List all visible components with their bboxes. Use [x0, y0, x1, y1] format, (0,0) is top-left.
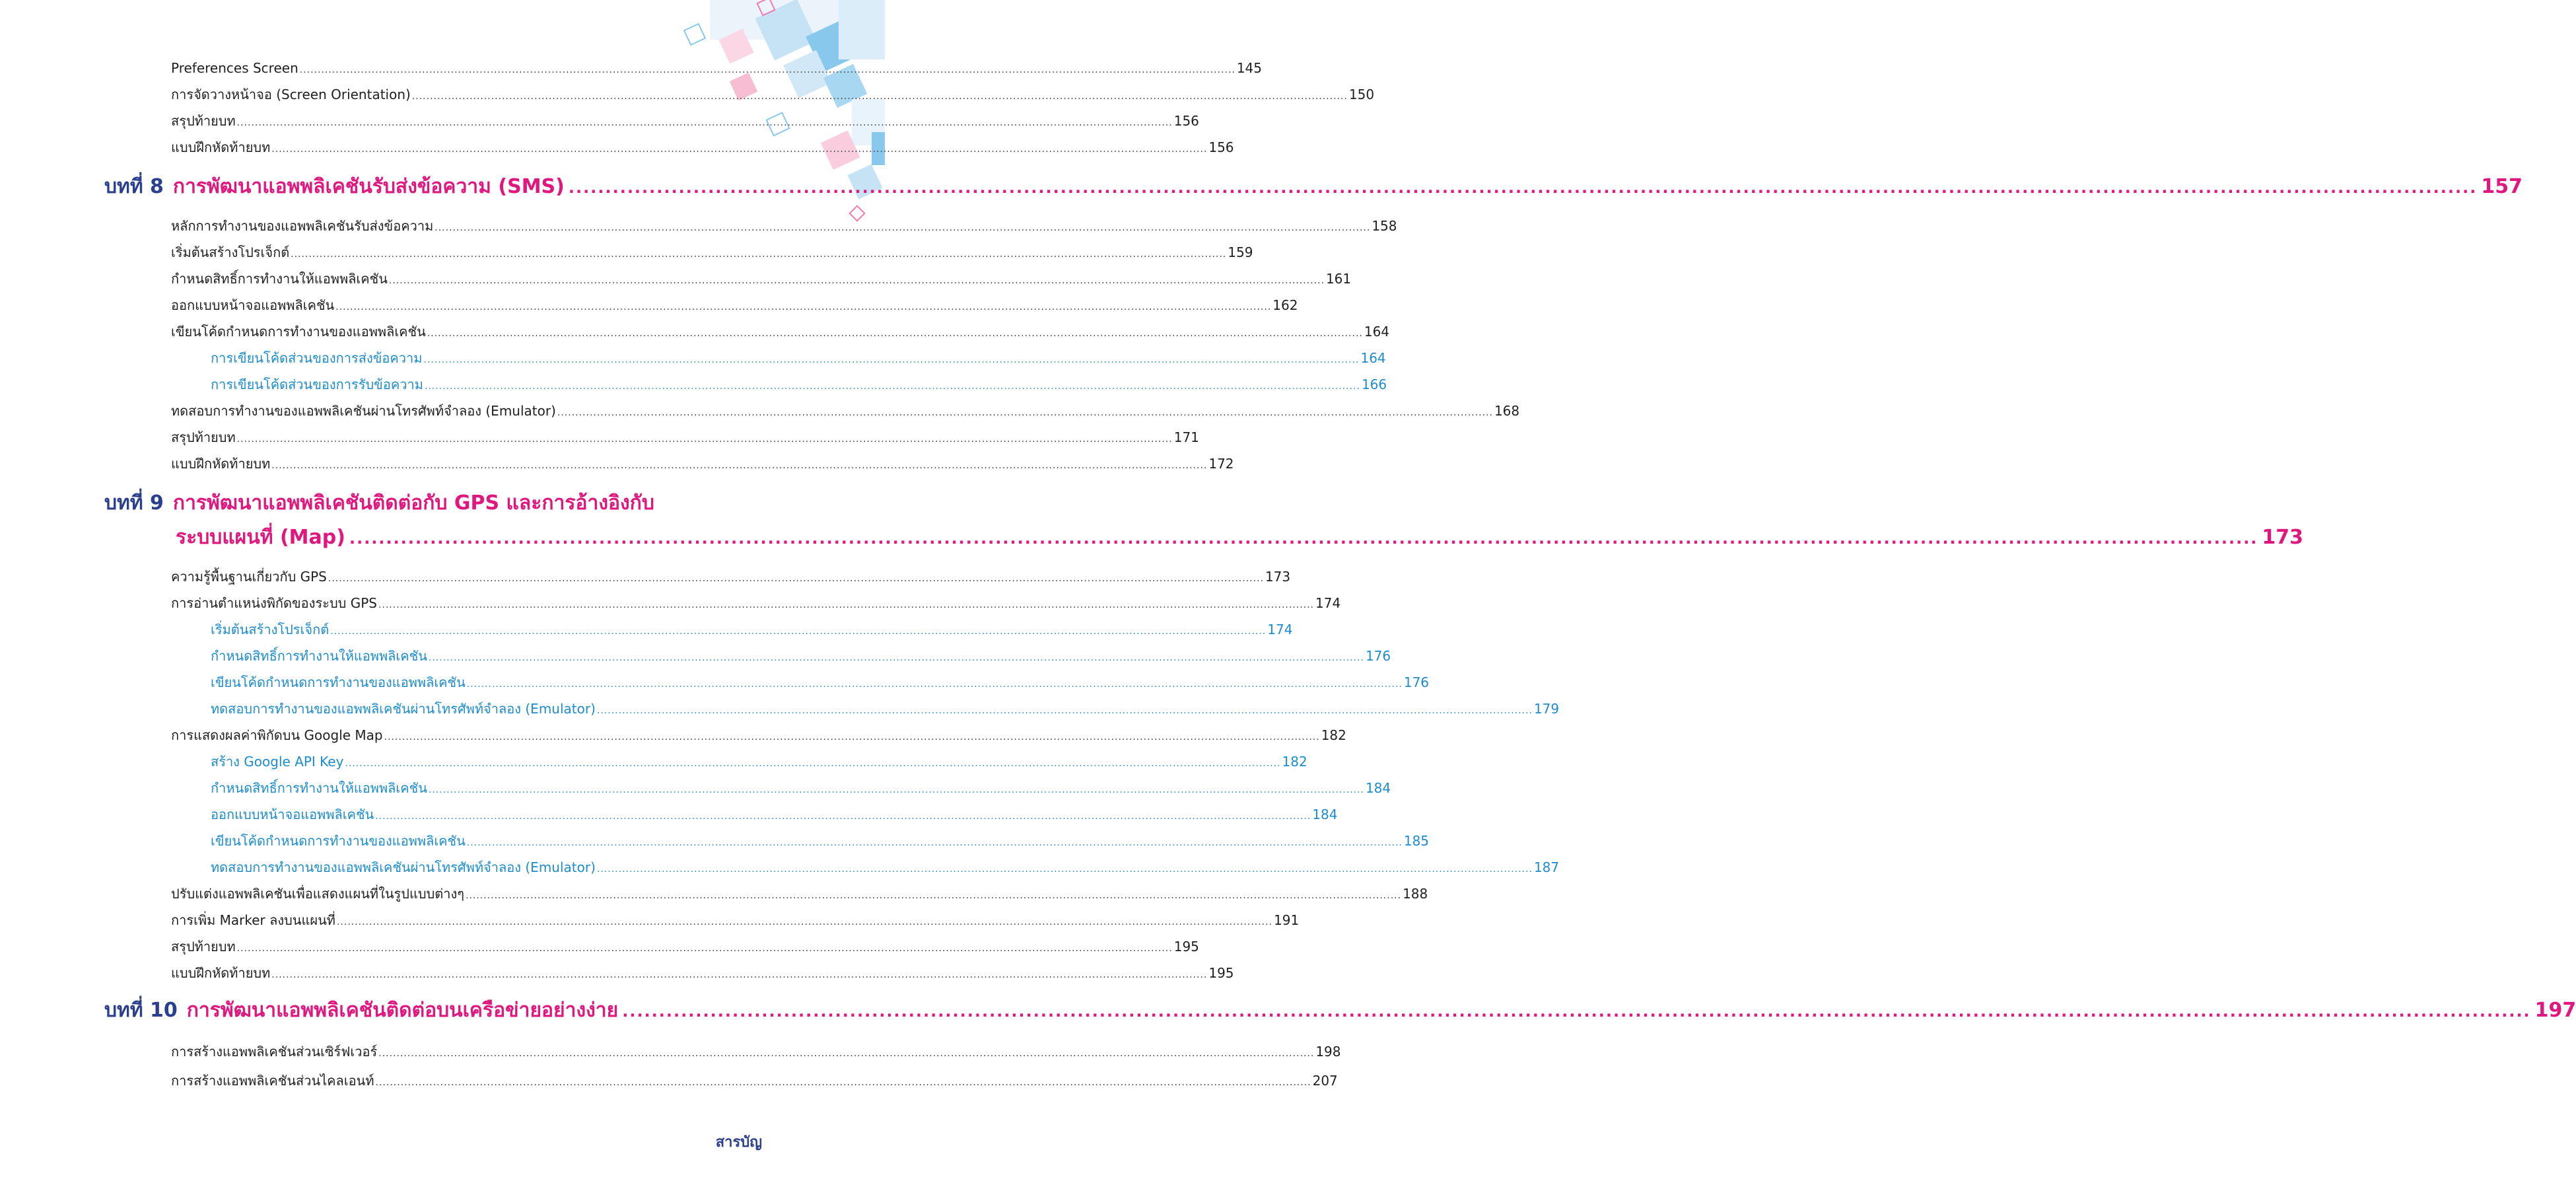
toc-entry[interactable]: [171, 136, 1234, 159]
toc-page-number: 184: [1365, 780, 1391, 796]
dot-leader: ....................................................................................................................................................................................................................................................................: [557, 408, 1493, 418]
toc-entry[interactable]: [171, 565, 1291, 588]
toc-entry-title: ความรู้พื้นฐานเกี่ยวกับ GPS: [171, 569, 327, 585]
toc-subentry[interactable]: [211, 698, 1560, 720]
chapter-title: การพัฒนาแอพพลิเคชันรับส่งข้อความ (SMS): [172, 175, 565, 198]
toc-entry-title: แบบฝึกหัดท้ายบท: [171, 139, 271, 155]
toc-page-number: 195: [1173, 939, 1199, 955]
toc-entry[interactable]: [171, 57, 1262, 79]
toc-page-number: 166: [1361, 377, 1387, 392]
toc-page-number: 179: [1533, 701, 1560, 717]
toc-page-number: 159: [1228, 244, 1253, 260]
toc-page-number: 182: [1282, 754, 1307, 770]
toc-entry[interactable]: [171, 268, 1352, 290]
toc-subentry[interactable]: [211, 645, 1391, 667]
chapter-heading[interactable]: [104, 996, 2576, 1026]
toc-subentry[interactable]: [211, 671, 1430, 694]
chapter-number: บทที่ 10: [104, 999, 178, 1022]
toc-page-number: 195: [1208, 965, 1234, 981]
toc-page-number: 145: [1236, 60, 1262, 76]
chapter-number: บทที่ 9: [104, 491, 164, 515]
dot-leader: ....................................................................................................................................................................................................................................................................: [378, 600, 1315, 610]
toc-entry[interactable]: [171, 452, 1234, 475]
dot-leader: ....................................................................................................................................................................................................................................................................: [466, 890, 1402, 901]
dot-leader: ....................................................................................................................................................................................................................................................................: [411, 91, 1348, 102]
dot-leader: ....................................................................................................................................................................................................................................................................: [428, 653, 1364, 663]
dot-leader: ....................................................................................................................................................................................................................................................................: [236, 434, 1173, 445]
dot-leader: ....................................................................................................................................................................................................................................................................: [375, 811, 1311, 822]
dot-leader: ....................................................................................................................................................................................................................................................................: [622, 1002, 2531, 1021]
toc-entry-title: ทดสอบการทำงานของแอพพลิเคชันผ่านโทรศัพท์จำลอง (Emulator): [211, 701, 596, 717]
toc-subentry[interactable]: [211, 830, 1430, 852]
toc-page-number: 191: [1274, 912, 1300, 928]
toc-page-number: 207: [1312, 1073, 1338, 1089]
toc-entry-title: ออกแบบหน้าจอแอพพลิเคชัน: [171, 297, 335, 313]
toc-entry-title: Preferences Screen: [171, 60, 298, 76]
dot-leader: ....................................................................................................................................................................................................................................................................: [271, 970, 1208, 980]
toc-page-number: 171: [1173, 429, 1199, 445]
toc-entry-title: เขียนโค้ดกำหนดการทำงานของแอพพลิเคชัน: [211, 833, 466, 849]
toc-entry[interactable]: [171, 935, 1199, 958]
toc-entry-title: กำหนดสิทธิ์การทำงานให้แอพพลิเคชัน: [211, 780, 427, 796]
chapter-title-line2: ระบบแผนที่ (Map): [176, 526, 345, 549]
dot-leader: ....................................................................................................................................................................................................................................................................: [388, 275, 1325, 286]
toc-entry-title: กำหนดสิทธิ์การทำงานให้แอพพลิเคชัน: [171, 271, 388, 287]
toc-entry[interactable]: [171, 962, 1234, 984]
toc-subentry[interactable]: [211, 777, 1391, 799]
toc-entry[interactable]: [171, 724, 1346, 746]
chapter-page-number: 157: [2481, 175, 2523, 198]
toc-page-number: 156: [1208, 139, 1234, 155]
toc-page-number: 164: [1360, 350, 1386, 366]
dot-leader: ....................................................................................................................................................................................................................................................................: [428, 785, 1364, 795]
toc-entry[interactable]: [171, 241, 1253, 264]
toc-entry-title: ทดสอบการทำงานของแอพพลิเคชันผ่านโทรศัพท์จำลอง (Emulator): [171, 403, 556, 419]
toc-page-number: 162: [1272, 297, 1298, 313]
toc-entry-title: ปรับแต่งแอพพลิเคชันเพื่อแสดงแผนที่ในรูปแบบต่างๆ: [171, 886, 464, 902]
dot-leader: ....................................................................................................................................................................................................................................................................: [423, 355, 1360, 365]
dot-leader: ....................................................................................................................................................................................................................................................................: [427, 328, 1363, 339]
toc-page-number: 198: [1315, 1044, 1341, 1060]
dot-leader: ....................................................................................................................................................................................................................................................................: [291, 249, 1227, 260]
dot-leader: ....................................................................................................................................................................................................................................................................: [330, 626, 1267, 637]
toc-entry-title: สรุปท้ายบท: [171, 939, 236, 955]
dot-leader: ....................................................................................................................................................................................................................................................................: [299, 65, 1236, 75]
toc-entry-title: การจัดวางหน้าจอ (Screen Orientation): [171, 87, 411, 102]
dot-leader: ....................................................................................................................................................................................................................................................................: [271, 144, 1208, 155]
dot-leader: ....................................................................................................................................................................................................................................................................: [336, 917, 1273, 927]
toc-page-number: 161: [1325, 271, 1352, 287]
toc-entry-title: การแสดงผลค่าพิกัดบน Google Map: [171, 727, 383, 743]
toc-entry-title: สรุปท้ายบท: [171, 113, 236, 129]
toc-entry-title: การสร้างแอพพลิเคชันส่วนไคลเอนท์: [171, 1073, 374, 1089]
toc-page-number: 156: [1173, 113, 1199, 129]
toc-entry[interactable]: [171, 1040, 1341, 1063]
chapter-page-number: 197: [2534, 999, 2576, 1022]
dot-leader: ....................................................................................................................................................................................................................................................................: [466, 679, 1403, 690]
toc-page-number: 176: [1403, 674, 1430, 690]
toc-subentry[interactable]: [211, 618, 1293, 641]
toc-entry[interactable]: [171, 592, 1341, 614]
toc-entry-title: สรุปท้ายบท: [171, 429, 236, 445]
dot-leader: ....................................................................................................................................................................................................................................................................: [378, 1048, 1315, 1059]
toc-page-number: 188: [1403, 886, 1428, 902]
chapter-heading-continued[interactable]: [176, 523, 2304, 553]
toc-subentry[interactable]: [211, 856, 1560, 879]
toc-entry[interactable]: [171, 909, 1300, 931]
toc-entry-title: ทดสอบการทำงานของแอพพลิเคชันผ่านโทรศัพท์จำลอง (Emulator): [211, 859, 596, 875]
toc-entry-title: ออกแบบหน้าจอแอพพลิเคชัน: [211, 807, 374, 822]
toc-entry[interactable]: [171, 426, 1199, 449]
toc-page-number: 187: [1533, 859, 1560, 875]
toc-entry-title: เขียนโค้ดกำหนดการทำงานของแอพพลิเคชัน: [211, 674, 466, 690]
dot-leader: ....................................................................................................................................................................................................................................................................: [568, 178, 2478, 197]
toc-entry[interactable]: [171, 83, 1375, 106]
dot-leader: ....................................................................................................................................................................................................................................................................: [349, 529, 2258, 548]
dot-leader: ....................................................................................................................................................................................................................................................................: [596, 864, 1533, 875]
toc-entry-title: การอ่านตำแหน่งพิกัดของระบบ GPS: [171, 595, 377, 611]
dot-leader: ....................................................................................................................................................................................................................................................................: [375, 1077, 1311, 1088]
dot-leader: ....................................................................................................................................................................................................................................................................: [596, 705, 1533, 716]
toc-subentry[interactable]: [211, 803, 1338, 826]
toc-entry-title: แบบฝึกหัดท้ายบท: [171, 965, 271, 981]
chapter-title: การพัฒนาแอพพลิเคชันติดต่อบนเครือข่ายอย่างง่าย: [186, 999, 619, 1022]
toc-page-number: 174: [1315, 595, 1341, 611]
chapter-heading[interactable]: [104, 172, 2523, 202]
toc-entry-title: เริ่มต้นสร้างโปรเจ็กต์: [211, 622, 330, 637]
toc-subentry[interactable]: [211, 347, 1386, 369]
toc-entry-title: แบบฝึกหัดท้ายบท: [171, 456, 271, 472]
toc-entry-title: การเขียนโค้ดส่วนของการรับข้อความ: [211, 377, 423, 392]
dot-leader: ....................................................................................................................................................................................................................................................................: [236, 118, 1173, 128]
toc-subentry[interactable]: [211, 373, 1387, 396]
toc-entry[interactable]: [171, 215, 1397, 237]
toc-page-number: 158: [1372, 218, 1397, 234]
chapter-number: บทที่ 8: [104, 175, 164, 198]
toc-entry-title: การเขียนโค้ดส่วนของการส่งข้อความ: [211, 350, 423, 366]
toc-entry-title: การสร้างแอพพลิเคชันส่วนเซิร์ฟเวอร์: [171, 1044, 378, 1060]
footer-section-title: สารบัญ: [715, 1134, 762, 1151]
toc-entry-title: กำหนดสิทธิ์การทำงานให้แอพพลิเคชัน: [211, 648, 427, 664]
toc-entry[interactable]: [171, 1069, 1338, 1092]
toc-entry-title: การเพิ่ม Marker ลงบนแผนที่: [171, 912, 335, 928]
toc-subentry[interactable]: [211, 750, 1307, 773]
toc-page-number: 174: [1267, 622, 1293, 637]
dot-leader: ....................................................................................................................................................................................................................................................................: [236, 943, 1173, 954]
toc-page-number: 184: [1312, 807, 1338, 822]
toc-entry[interactable]: [171, 400, 1520, 422]
toc-entry[interactable]: [171, 320, 1390, 343]
dot-leader: ....................................................................................................................................................................................................................................................................: [271, 460, 1208, 471]
toc-page-number: 185: [1403, 833, 1430, 849]
toc-page-number: 164: [1364, 324, 1390, 340]
toc-page-number: 172: [1208, 456, 1234, 472]
dot-leader: ....................................................................................................................................................................................................................................................................: [466, 838, 1403, 848]
toc-entry-title: เริ่มต้นสร้างโปรเจ็กต์: [171, 244, 290, 260]
dot-leader: ....................................................................................................................................................................................................................................................................: [345, 758, 1281, 769]
chapter-title: การพัฒนาแอพพลิเคชันติดต่อกับ GPS และการอ้างอิงกับ: [172, 491, 654, 515]
toc-page-number: 176: [1365, 648, 1391, 664]
toc-entry[interactable]: [171, 883, 1428, 905]
toc-entry[interactable]: [171, 110, 1199, 132]
toc-page-number: 173: [1265, 569, 1291, 585]
dot-leader: ....................................................................................................................................................................................................................................................................: [328, 573, 1264, 584]
chapter-heading[interactable]: [104, 489, 792, 518]
toc-entry-title: สร้าง Google API Key: [211, 754, 344, 770]
toc-entry[interactable]: [171, 294, 1298, 316]
toc-entry-title: เขียนโค้ดกำหนดการทำงานของแอพพลิเคชัน: [171, 324, 426, 340]
dot-leader: ....................................................................................................................................................................................................................................................................: [335, 302, 1272, 312]
dot-leader: ....................................................................................................................................................................................................................................................................: [435, 223, 1371, 233]
toc-page-number: 182: [1321, 727, 1346, 743]
chapter-page-number: 173: [2262, 526, 2304, 549]
dot-leader: ....................................................................................................................................................................................................................................................................: [424, 381, 1360, 392]
toc-entry-title: หลักการทำงานของแอพพลิเคชันรับส่งข้อความ: [171, 218, 434, 234]
dot-leader: ....................................................................................................................................................................................................................................................................: [384, 732, 1320, 742]
toc-page-number: 168: [1494, 403, 1520, 419]
toc-page-number: 150: [1348, 87, 1375, 102]
